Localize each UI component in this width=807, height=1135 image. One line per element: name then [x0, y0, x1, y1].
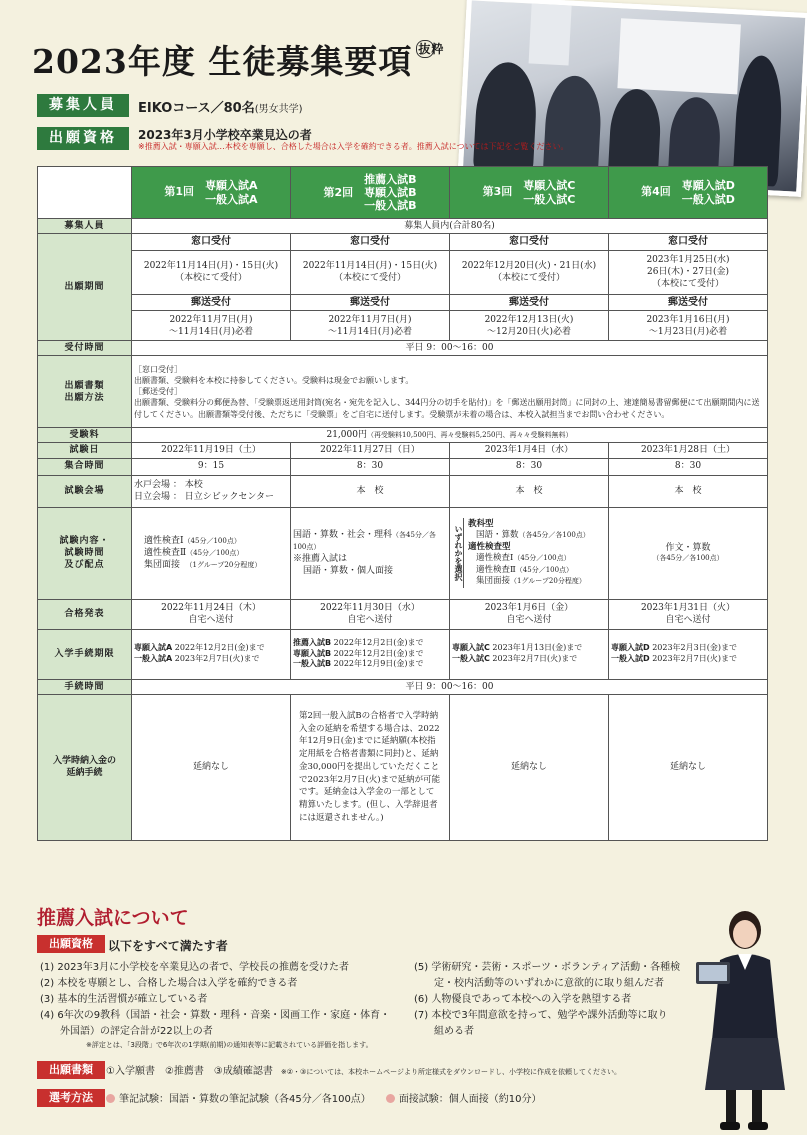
window-sub-4: 窓口受付 — [609, 234, 768, 251]
venue-row-label: 試験会場 — [38, 475, 132, 507]
list-item: 定・校内活動等のいずれかに意欲的に取り組んだ者 — [414, 978, 664, 989]
gather-4: 8：30 — [609, 458, 768, 475]
delay-3: 延納なし — [450, 694, 609, 840]
delay-row-label: 入学時納入金の 延納手続 — [38, 694, 132, 840]
gather-1: 9：15 — [132, 458, 291, 475]
content-1: 適性検査Ⅰ（45分／100点） 適性検査Ⅱ（45分／100点） 集団面接 （1グループ20分程度） — [132, 507, 291, 599]
delay-row — [38, 694, 768, 840]
result-2: 2022年11月30日（水） 自宅へ送付 — [291, 599, 450, 629]
recruit-label: 募集人員 — [37, 94, 129, 117]
mail-4: 2023年1月16日(月) ～1月23日(月)必着 — [609, 311, 768, 341]
list-item: (4) 6年次の9教科（国語・社会・算数・理科・音楽・図画工作・家庭・体育・ — [40, 1010, 391, 1021]
venue-1: 水戸会場 ： 本校 日立会場 ： 日立シビックセンター — [132, 475, 291, 507]
student-illustration — [690, 890, 800, 1135]
suisen-list-right — [414, 960, 680, 1040]
mail-sub-4: 郵送受付 — [609, 294, 768, 311]
mail-sub-3: 郵送受付 — [450, 294, 609, 311]
fee-row-label: 受験料 — [38, 428, 132, 443]
list-item: (2) 本校を専願とし、合格した場合は入学を確約できる者 — [40, 978, 298, 989]
docs-row — [38, 356, 768, 428]
docs-label: 出願書類 — [37, 1061, 105, 1079]
delay-2: 第2回一般入試Bの合格者で入学時納入金の延納を希望する場合は、2022年12月9日(金)までに延納願(本校指定用紙を合格者書類に同封)と、延納金30,000円を提出していただくことで2023年2月7日(火)まで延納が可能です。延納金は入学金の一部として精算いたします。(但し、入学辞退者には返還されません。) — [291, 694, 450, 840]
gather-row-label: 集合時間 — [38, 458, 132, 475]
gather-row — [38, 458, 768, 475]
recruit-row-label: 募集人員 — [38, 219, 132, 234]
date-row — [38, 443, 768, 458]
qualify-label: 出願資格 — [37, 127, 129, 150]
docs-window-head: ［窓口受付］ — [134, 364, 182, 374]
selection-label: 選考方法 — [37, 1089, 105, 1107]
mail-1: 2022年11月7日(月) ～11月14日(月)必着 — [132, 311, 291, 341]
period-mail-row — [38, 311, 768, 341]
venue-3: 本 校 — [450, 475, 609, 507]
deadline-1: 専願入試A 2022年12月2日(金)まで 一般入試A 2023年2月7日(火)まで — [132, 629, 291, 679]
date-row-label: 試験日 — [38, 443, 132, 458]
window-3: 2022年12月20日(火)・21日(水) （本校にて受付） — [450, 250, 609, 294]
deadline-3: 専願入試C 2023年1月13日(金)まで 一般入試C 2023年2月7日(火)まで — [450, 629, 609, 679]
time-row-value: 平日 9：00～16：00 — [132, 341, 768, 356]
result-1: 2022年11月24日（木） 自宅へ送付 — [132, 599, 291, 629]
time-row — [38, 341, 768, 356]
date-1: 2022年11月19日（土） — [132, 443, 291, 458]
deadline-4: 専願入試D 2023年2月3日(金)まで 一般入試D 2023年2月7日(火)まで — [609, 629, 768, 679]
content-4: 作文・算数 （各45分／各100点） — [609, 507, 768, 599]
table-header-row — [38, 167, 768, 219]
date-3: 2023年1月4日（水） — [450, 443, 609, 458]
mail-sub-2: 郵送受付 — [291, 294, 450, 311]
result-4: 2023年1月31日（火） 自宅へ送付 — [609, 599, 768, 629]
mail-3: 2022年12月13日(火) ～12月20日(火)必着 — [450, 311, 609, 341]
content-3: いずれかを選択 教科型 国語・算数（各45分／各100点） 適性検査型 適性検査Ⅰ（45分／100点） 適性検査Ⅱ（45分／100点） 集団面接（1グループ20分程度） — [450, 507, 609, 599]
qualify-value: 2023年3月小学校卒業見込の者 — [138, 128, 312, 142]
title-small-badge: 抜粋 — [418, 42, 445, 56]
qualify-note: ※推薦入試・専願入試…本校を専願し、合格した場合は入学を確約できる者。推薦入試については下記をご覧ください。 — [138, 142, 569, 151]
window-1: 2022年11月14日(月)・15日(火) （本校にて受付） — [132, 250, 291, 294]
window-sub-2: 窓口受付 — [291, 234, 450, 251]
period-mail-head-row — [38, 294, 768, 311]
recruit-row-value: 募集人員内(合計80名) — [132, 219, 768, 234]
proc-time-value: 平日 9：00～16：00 — [132, 679, 768, 694]
result-3: 2023年1月6日（金） 自宅へ送付 — [450, 599, 609, 629]
docs-text: ①入学願書 ②推薦書 ③成績確認書 ※②・③については、本校ホームページより所定様式をダウンロードし、小学校に作成を依頼してください。 — [106, 1066, 622, 1077]
deadline-row — [38, 629, 768, 679]
window-2: 2022年11月14日(月)・15日(火) （本校にて受付） — [291, 250, 450, 294]
deadline-row-label: 入学手続期限 — [38, 629, 132, 679]
page-title: 2023年度 生徒募集要項 抜粋 — [32, 42, 445, 81]
fee-row-value: 21,000円（再受験料10,500円、再々受験料5,250円、再々々受験料無料） — [132, 428, 768, 443]
list-item: 組める者 — [414, 1026, 474, 1037]
round2-header: 第2回 推薦入試B 専願入試B 一般入試B — [291, 167, 450, 219]
recruit-row — [38, 219, 768, 234]
docs-window-text: 出願書類、受験料を本校に持参してください。受験料は現金でお願いします。 — [134, 376, 414, 385]
delay-4: 延納なし — [609, 694, 768, 840]
recruit-value: EIKOコース／80名(男女共学) — [138, 101, 303, 116]
round4-header: 第4回 専願入試D 一般入試D — [609, 167, 768, 219]
suisen-qual-lead: 以下をすべて満たす者 — [108, 939, 228, 953]
mail-sub-1: 郵送受付 — [132, 294, 291, 311]
fee-row — [38, 428, 768, 443]
suisen-list-left — [40, 960, 390, 1040]
proc-time-row — [38, 679, 768, 694]
window-sub-3: 窓口受付 — [450, 234, 609, 251]
proc-time-label: 手続時間 — [38, 679, 132, 694]
period-window-row — [38, 250, 768, 294]
round3-header: 第3回 専願入試C 一般入試C — [450, 167, 609, 219]
content-row-label: 試験内容・ 試験時間 及び配点 — [38, 507, 132, 599]
time-row-label: 受付時間 — [38, 341, 132, 356]
mail-2: 2022年11月7日(月) ～11月14日(月)必着 — [291, 311, 450, 341]
venue-2: 本 校 — [291, 475, 450, 507]
bullet-icon — [386, 1094, 395, 1103]
window-4: 2023年1月25日(水) 26日(木)・27日(金) （本校にて受付） — [609, 250, 768, 294]
bullet-icon — [106, 1094, 115, 1103]
list-item: (5) 学術研究・芸術・スポーツ・ボランティア活動・各種検 — [414, 962, 681, 973]
venue-row — [38, 475, 768, 507]
period-row-label: 出願期間 — [38, 234, 132, 341]
gather-3: 8：30 — [450, 458, 609, 475]
list-item: (1) 2023年3月に小学校を卒業見込の者で、学校長の推薦を受けた者 — [40, 962, 349, 973]
result-row — [38, 599, 768, 629]
venue-4: 本 校 — [609, 475, 768, 507]
list-item: (7) 本校で3年間意欲を持って、勉学や課外活動等に取り — [414, 1010, 668, 1021]
list-item: (6) 人物優良であって本校への入学を熱望する者 — [414, 994, 632, 1005]
date-4: 2023年1月28日（土） — [609, 443, 768, 458]
docs-mail-head: ［郵送受付］ — [134, 387, 182, 397]
date-2: 2022年11月27日（日） — [291, 443, 450, 458]
content-row — [38, 507, 768, 599]
docs-row-label: 出願書類 出願方法 — [38, 356, 132, 428]
round1-header: 第1回 専願入試A 一般入試A — [132, 167, 291, 219]
list-item: 外国語）の評定合計が22以上の者 — [40, 1026, 213, 1037]
schedule-table — [37, 166, 768, 841]
delay-1: 延納なし — [132, 694, 291, 840]
period-window-head-row — [38, 234, 768, 251]
suisen-title: 推薦入試について — [37, 907, 189, 929]
list-item: (3) 基本的生活習慣が確立している者 — [40, 994, 208, 1005]
suisen-qual-label: 出願資格 — [37, 935, 105, 953]
docs-row-value — [132, 356, 768, 428]
docs-mail-text: 出願書類、受験料分の郵便為替、「受験票返送用封筒(宛名・宛先を記入し、344円分の切手を貼付)」を「郵送出願用封筒」に同封の上、速達簡易書留郵便にて出願期間内に送付してください。出願書類等受付後、ただちに「受験票」をご自宅に送付します。受験票が未着の場合は、本校入試担当までお問い合わせください。 — [134, 398, 760, 419]
gather-2: 8：30 — [291, 458, 450, 475]
window-sub-1: 窓口受付 — [132, 234, 291, 251]
result-row-label: 合格発表 — [38, 599, 132, 629]
table-corner — [38, 167, 132, 219]
select-either-label: いずれかを選択 — [450, 518, 464, 589]
selection-text: 筆記試験：国語・算数の筆記試験（各45分／各100点） 面接試験：個人面接（約10分） — [106, 1090, 542, 1105]
suisen-note: ※評定とは、「3段階」で6年次の1学期(前期)の通知表等に記載されている評価を指します。 — [86, 1041, 373, 1049]
deadline-2: 推薦入試B 2022年12月2日(金)まで 専願入試B 2022年12月2日(金)まで 一般入試B 2022年12月9日(金)まで — [291, 629, 450, 679]
content-2: 国語・算数・社会・理科（各45分／各100点） ※推薦入試は 国語・算数・個人面接 — [291, 507, 450, 599]
